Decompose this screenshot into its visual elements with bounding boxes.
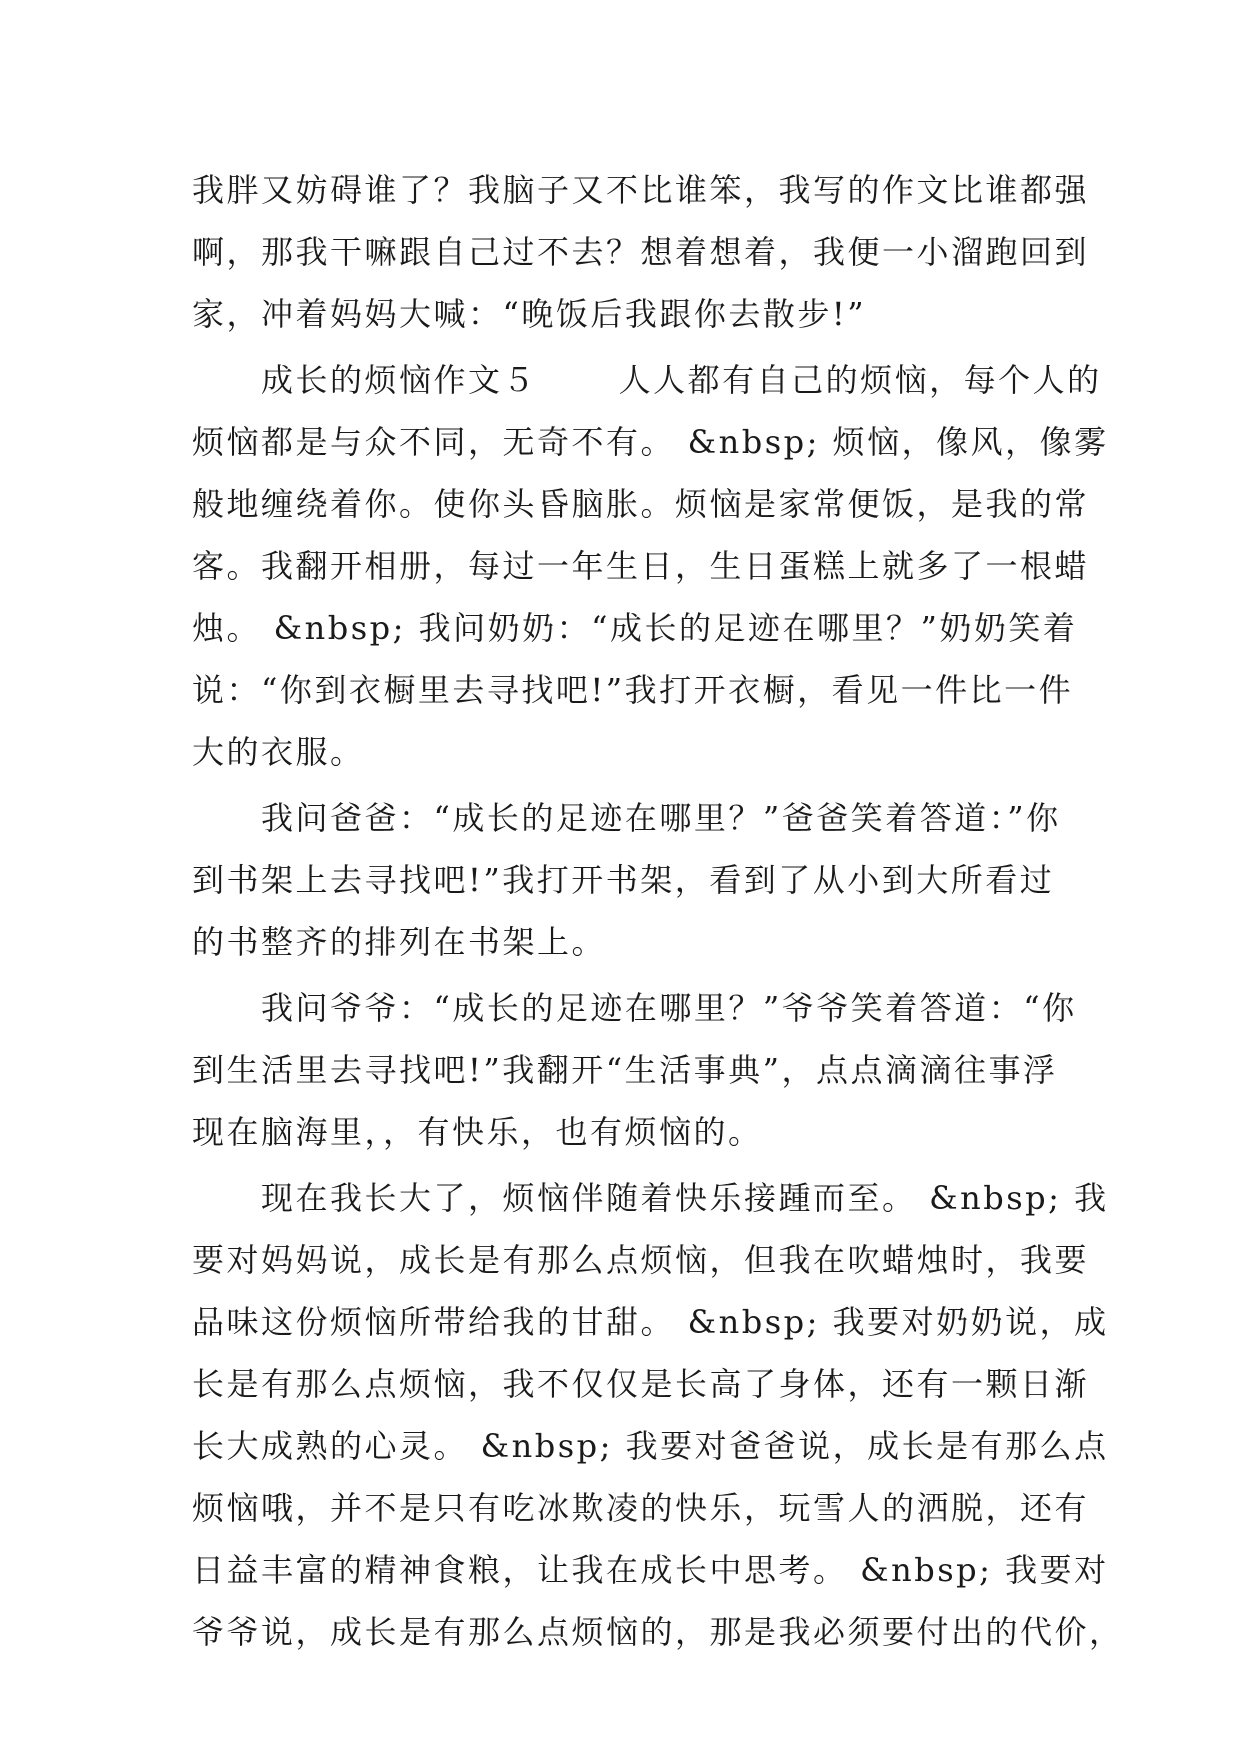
essay-text <box>192 159 1124 1663</box>
text-line: 长是有那么点烦恼，我不仅仅是长高了身体，还有一颗日渐 <box>192 1365 1090 1403</box>
text-line: 我问爸爸：“成长的足迹在哪里？”爸爸笑着答道：”你 <box>192 799 1061 837</box>
text-line: 我胖又妨碍谁了？我脑子又不比谁笨，我写的作文比谁都强 <box>192 171 1090 209</box>
text-line: 成长的烦恼作文５ 人人都有自己的烦恼，每个人的 <box>192 361 1102 399</box>
text-line: 到书架上去寻找吧!”我打开书架，看到了从小到大所看过 <box>192 861 1055 899</box>
text-line: 的书整齐的排列在书架上。 <box>192 923 607 961</box>
text-line: 要对妈妈说，成长是有那么点烦恼，但我在吹蜡烛时，我要 <box>192 1241 1090 1279</box>
text-line: 长大成熟的心灵。 &nbsp; 我要对爸爸说，成长是有那么点 <box>192 1427 1109 1465</box>
text-line: 家，冲着妈妈大喊：“晚饭后我跟你去散步!” <box>192 295 867 333</box>
text-line: 我问爷爷：“成长的足迹在哪里？”爷爷笑着答道：“你 <box>192 989 1077 1027</box>
text-line: 现在脑海里，，有快乐，也有烦恼的。 <box>192 1113 763 1151</box>
text-line: 啊，那我干嘛跟自己过不去？想着想着，我便一小溜跑回到 <box>192 233 1090 271</box>
text-line: 般地缠绕着你。使你头昏脑胀。烦恼是家常便饭，是我的常 <box>192 485 1090 523</box>
text-line: 大的衣服。 <box>192 733 365 771</box>
text-line: 烦恼哦，并不是只有吃冰欺凌的快乐，玩雪人的洒脱，还有 <box>192 1489 1090 1527</box>
text-line: 客。我翻开相册，每过一年生日，生日蛋糕上就多了一根蜡 <box>192 547 1090 585</box>
text-line: 品味这份烦恼所带给我的甘甜。 &nbsp; 我要对奶奶说，成 <box>192 1303 1109 1341</box>
text-line: 说：“你到衣橱里去寻找吧!”我打开衣橱，看见一件比一件 <box>192 671 1074 709</box>
text-line: 现在我长大了，烦恼伴随着快乐接踵而至。 &nbsp; 我 <box>192 1179 1109 1217</box>
text-line: 爷爷说，成长是有那么点烦恼的，那是我必须要付出的代价， <box>192 1613 1124 1651</box>
text-line: 日益丰富的精神食粮，让我在成长中思考。 &nbsp; 我要对 <box>192 1551 1109 1589</box>
text-line: 烛。 &nbsp; 我问奶奶：“成长的足迹在哪里？”奶奶笑着 <box>192 609 1078 647</box>
text-line: 烦恼都是与众不同，无奇不有。 &nbsp; 烦恼，像风，像雾 <box>192 423 1109 461</box>
text-line: 到生活里去寻找吧!”我翻开“生活事典”，点点滴滴往事浮 <box>192 1051 1058 1089</box>
